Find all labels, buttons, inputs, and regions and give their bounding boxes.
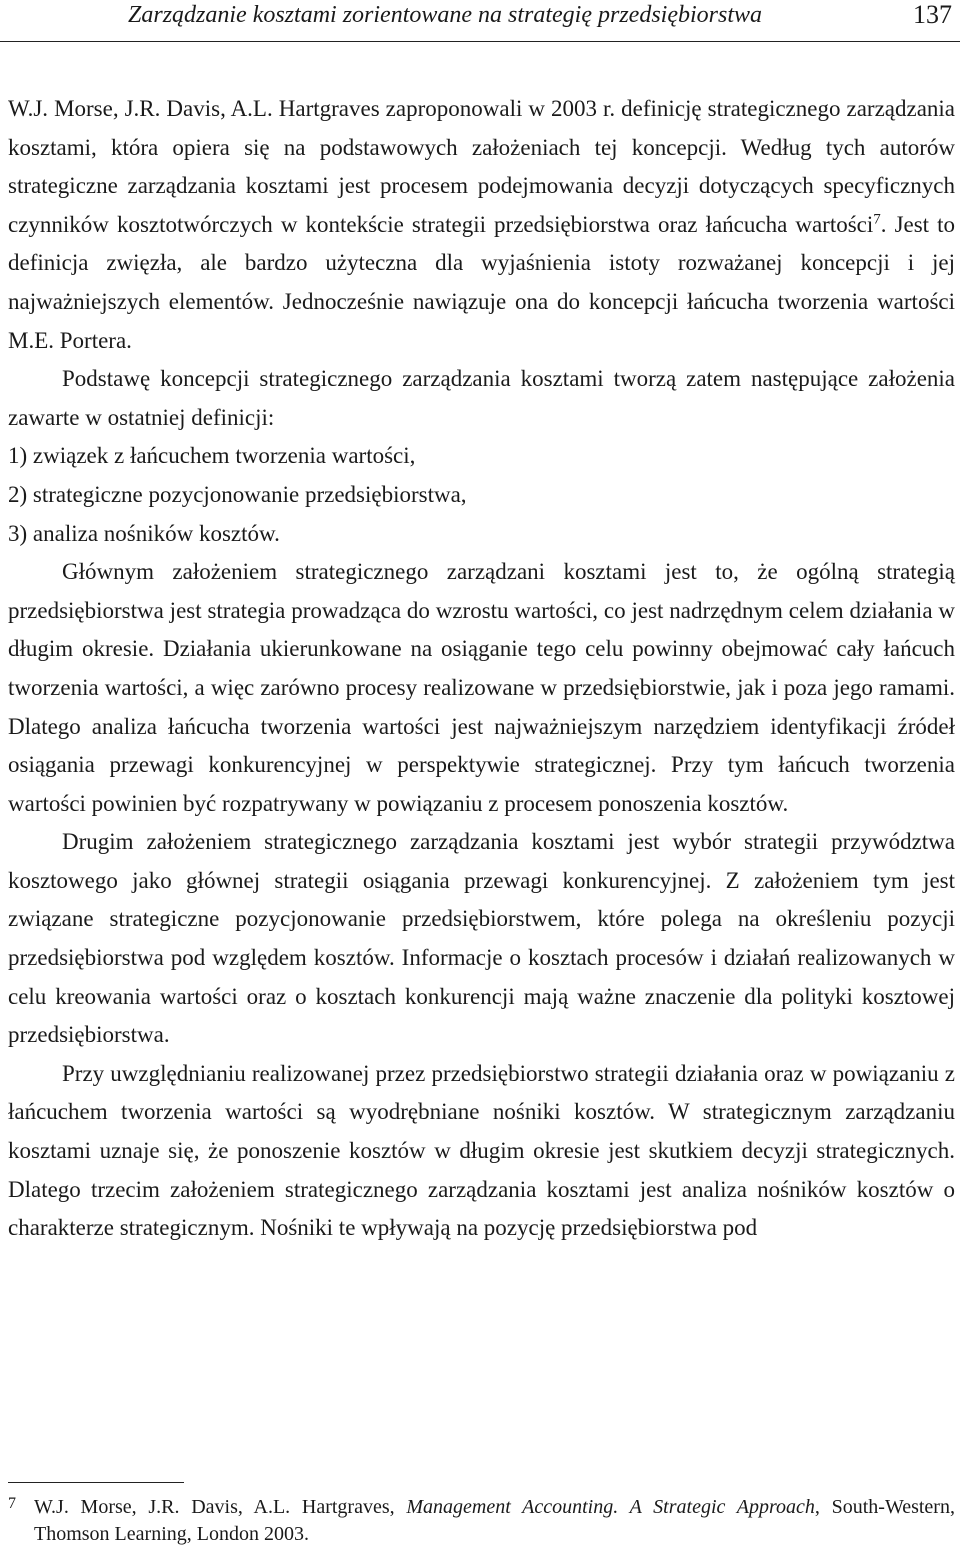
footnote-rule	[8, 1482, 184, 1483]
footnote-authors: W.J. Morse, J.R. Davis, A.L. Hartgraves,	[34, 1496, 407, 1518]
list-item: 1) związek z łańcuchem tworzenia wartości,	[8, 443, 416, 469]
paragraph-1-lead: W.J. Morse, J.R. Davis, A.L. Hartgraves zaproponowali w 2003 r. definicję strategicznego zarządzania kosztami, która opiera się na podstawowych założeniach tej koncepcji. Według tych autorów strategiczne zarządzania kosztami jest procesem podejmowania decyzji dotyczących specyficznych czynników kosztotwórczych w kontekście strategii przedsiębiorstwa oraz łańcucha wartości	[8, 96, 955, 237]
list-item: 3) analiza nośników kosztów.	[8, 520, 280, 546]
header-rule	[0, 41, 960, 42]
list-item: 2) strategiczne pozycjonowanie przedsiębiorstwa,	[8, 481, 467, 507]
footnote-publisher: , South-Western, Thomson Learning, London 2003.	[34, 1496, 955, 1545]
footnote-reference[interactable]: 7	[873, 211, 881, 228]
main-text	[8, 90, 955, 1248]
footnote-book-title: Management Accounting. A Strategic Approach	[406, 1496, 815, 1518]
paragraph-2: Podstawę koncepcji strategicznego zarządzania kosztami tworzą zatem następujące założenia zawarte w ostatniej definicji:	[8, 366, 955, 430]
paragraph-3: Głównym założeniem strategicznego zarządzani kosztami jest to, że ogólną strategią przedsiębiorstwa jest strategia prowadząca do wzrostu wartości, co jest nadrzędnym celem działania w długim okresie. Działania ukierunkowane na osiąganie tego celu powinny obejmować cały łańcuch tworzenia wartości, a więc zarówno procesy realizowane w przedsiębiorstwie, jak i poza jego ramami. Dlatego analiza łańcucha tworzenia wartości jest najważniejszym narzędziem identyfikacji źródeł osiągania przewagi konkurencyjnej w perspektywie strategicznej. Przy tym łańcuch tworzenia wartości powinien być rozpatrywany w powiązaniu z procesem ponoszenia kosztów.	[8, 559, 955, 816]
running-header	[0, 0, 960, 42]
paragraph-1	[8, 90, 955, 360]
footnote	[8, 1494, 955, 1548]
footnote-text	[34, 1494, 955, 1548]
paragraph-5: Przy uwzględnianiu realizowanej przez przedsiębiorstwo strategii działania oraz w powiązaniu z łańcuchem tworzenia wartości są wyodrębniane nośniki kosztów. W strategicznym zarządzaniu kosztami uznaje się, że ponoszenie kosztów w długim okresie jest skutkiem decyzji strategicznych. Dlatego trzecim założeniem strategicznego zarządzania kosztami jest analiza nośników kosztów o charakterze strategicznym. Nośniki te wpływają na pozycję przedsiębiorstwa pod	[8, 1060, 955, 1241]
paragraph-1-tail: . Jest to definicja zwięzła, ale bardzo użyteczna dla wyjaśnienia istoty rozważanej koncepcji i jej najważniejszych elementów. Jednocześnie nawiązuje ona do koncepcji łańcucha tworzenia wartości M.E. Portera.	[8, 211, 956, 353]
running-header-title: Zarządzanie kosztami zorientowane na strategię przedsiębiorstwa	[128, 2, 763, 28]
paragraph-4: Drugim założeniem strategicznego zarządzania kosztami jest wybór strategii przywództwa kosztowego jako głównej strategii osiągania przewagi konkurencyjnej. Z założeniem tym jest związane strategiczne pozycjonowanie przedsiębiorstwem, które polega na określeniu pozycji przedsiębiorstwa pod względem kosztów. Informacje o kosztach procesów i działań realizowanych w celu kreowania wartości oraz o kosztach konkurencji mają ważne znaczenie dla polityki kosztowej przedsiębiorstwa.	[8, 829, 955, 1048]
page-number: 137	[913, 0, 952, 29]
footnote-number: 7	[8, 1495, 16, 1512]
